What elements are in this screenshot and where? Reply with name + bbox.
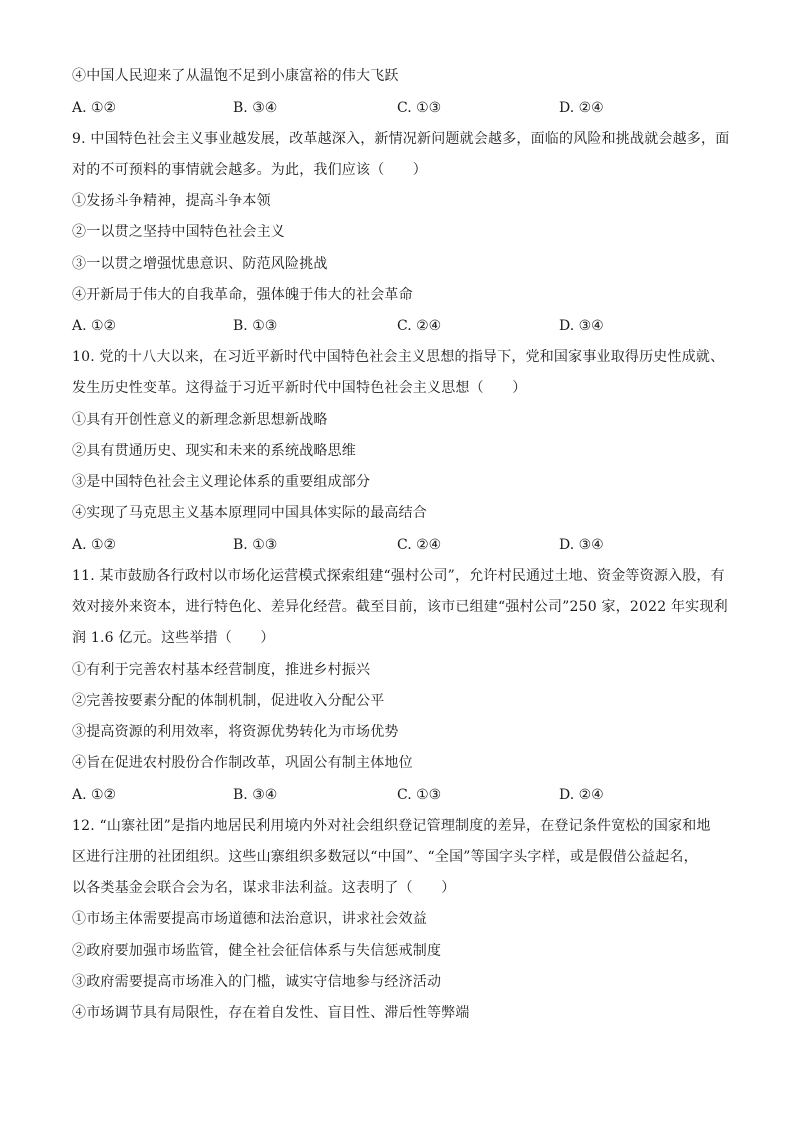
question-11-stem-line: 效对接外来资本，进行特色化、差异化经营。截至目前，该市已组建“强村公司”250 家，2022 年实现利 [72, 599, 728, 615]
option-a[interactable]: A. ①② [72, 537, 117, 553]
option-c[interactable]: C. ①③ [397, 787, 442, 803]
statement-item: ①市场主体需要提高市场道德和法治意识，讲求社会效益 [72, 911, 427, 927]
statement-item: ④开新局于伟大的自我革命，强体魄于伟大的社会革命 [72, 287, 413, 303]
option-b[interactable]: B. ①③ [233, 537, 278, 553]
question-11-stem-line: 11. 某市鼓励各行政村以市场化运营模式探索组建“强村公司”，允许村民通过土地、资金等资源入股，有 [72, 568, 725, 584]
option-d[interactable]: D. ③④ [559, 318, 604, 334]
question-12-stem-line: 12. “山寨社团”是指内地居民利用境内外对社会组织登记管理制度的差异，在登记条件宽松的国家和地 [72, 818, 711, 834]
answer-options [72, 316, 732, 336]
question-12-stem-line: 区进行注册的社团组织。这些山寨组织多数冠以“中国”、“全国”等国字头字样，或是假借公益起名， [72, 849, 698, 865]
option-b[interactable]: B. ③④ [233, 787, 278, 803]
option-a[interactable]: A. ①② [72, 787, 117, 803]
statement-item: ①具有开创性意义的新理念新思想新战略 [72, 412, 328, 428]
question-10-stem-line: 发生历史性变革。这得益于习近平新时代中国特色社会主义思想（ ） [72, 380, 527, 396]
answer-options [72, 535, 732, 555]
statement-item: ①发扬斗争精神，提高斗争本领 [72, 193, 271, 209]
statement-item: ④实现了马克思主义基本原理同中国具体实际的最高结合 [72, 505, 427, 521]
option-a[interactable]: A. ①② [72, 318, 117, 334]
option-d[interactable]: D. ②④ [559, 100, 604, 116]
option-c[interactable]: C. ②④ [397, 318, 442, 334]
statement-item: ①有利于完善农村基本经营制度，推进乡村振兴 [72, 662, 371, 678]
statement-item: ②一以贯之坚持中国特色社会主义 [72, 224, 285, 240]
statement-item: ④旨在促进农村股份合作制改革，巩固公有制主体地位 [72, 755, 413, 771]
option-b[interactable]: B. ③④ [233, 100, 278, 116]
option-b[interactable]: B. ①③ [233, 318, 278, 334]
question-9-stem-line: 对的不可预料的事情就会越多。为此，我们应该（ ） [72, 162, 427, 178]
statement-item: ③政府需要提高市场准入的门槛，诚实守信地参与经济活动 [72, 974, 442, 990]
option-c[interactable]: C. ①③ [397, 100, 442, 116]
question-12-stem-line: 以各类基金会联合会为名，谋求非法利益。这表明了（ ） [72, 880, 456, 896]
statement-item: ③提高资源的利用效率，将资源优势转化为市场优势 [72, 724, 399, 740]
statement-item: ④市场调节具有局限性，存在着自发性、盲目性、滞后性等弊端 [72, 1005, 470, 1021]
question-9-stem-line: 9. 中国特色社会主义事业越发展，改革越深入，新情况新问题就会越多，面临的风险和挑战就会越多，面 [72, 131, 730, 147]
statement-item: ②完善按要素分配的体制机制，促进收入分配公平 [72, 693, 385, 709]
option-d[interactable]: D. ③④ [559, 537, 604, 553]
option-a[interactable]: A. ①② [72, 100, 117, 116]
question-10-stem-line: 10. 党的十八大以来，在习近平新时代中国特色社会主义思想的指导下，党和国家事业取得历史性成就、 [72, 349, 725, 365]
question-11-stem-line: 润 1.6 亿元。这些举措（ ） [72, 630, 275, 646]
answer-options [72, 785, 732, 805]
statement-item: ③一以贯之增强忧患意识、防范风险挑战 [72, 256, 328, 272]
option-c[interactable]: C. ②④ [397, 537, 442, 553]
statement-item: ③是中国特色社会主义理论体系的重要组成部分 [72, 474, 371, 490]
statement-item: ④中国人民迎来了从温饱不足到小康富裕的伟大飞跃 [72, 68, 399, 84]
statement-item: ②具有贯通历史、现实和未来的系统战略思维 [72, 443, 356, 459]
answer-options [72, 98, 732, 118]
option-d[interactable]: D. ②④ [559, 787, 604, 803]
statement-item: ②政府要加强市场监管，健全社会征信体系与失信惩戒制度 [72, 943, 442, 959]
